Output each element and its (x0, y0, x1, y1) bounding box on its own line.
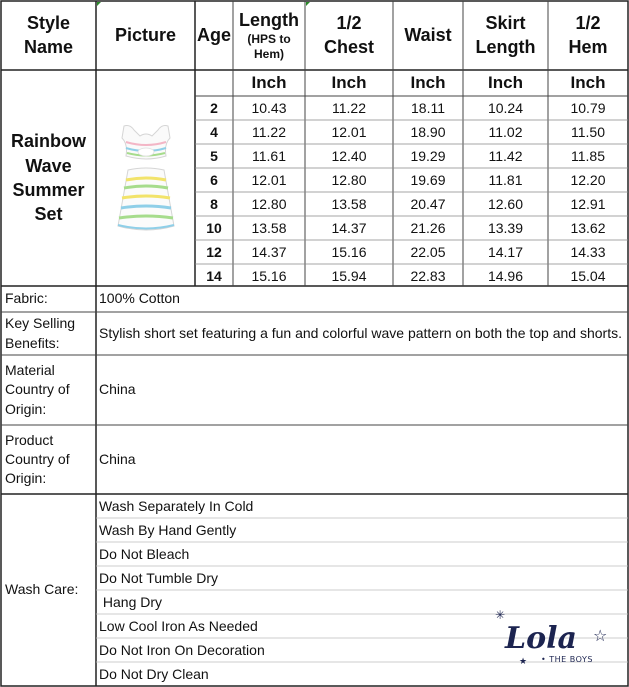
header-chest: 1/2 Chest (323, 13, 374, 57)
header-hem: 1/2 Hem (568, 13, 608, 57)
wash-care-item: Do Not Dry Clean (99, 666, 209, 682)
wash-care-item: Wash By Hand Gently (99, 522, 237, 538)
material-origin-value: China (99, 381, 136, 398)
wash-care-item: Hang Dry (99, 594, 163, 610)
size-cell-skirt: 11.02 (488, 124, 523, 140)
size-cell-hem: 12.20 (570, 172, 606, 188)
header-length (233, 1, 305, 70)
size-cell-hem: 14.33 (570, 244, 606, 260)
size-cell-skirt: 14.17 (487, 244, 524, 260)
size-cell-chest: 12.01 (331, 124, 367, 140)
wash-care-label: Wash Care: (5, 581, 79, 598)
size-cell-skirt: 11.42 (488, 148, 523, 164)
size-cell-waist: 19.29 (410, 148, 446, 164)
size-cell-hem: 11.50 (571, 124, 605, 140)
material-origin-label: Material Country of Origin: (5, 362, 70, 417)
wash-care-item: Low Cool Iron As Needed (99, 618, 258, 634)
size-cell-length: 13.58 (251, 220, 287, 236)
size-cell-chest: 15.16 (331, 244, 367, 260)
product-origin-label: Product Country of Origin: (5, 431, 70, 487)
header-length-sub: (HPS to Hem) (247, 32, 291, 62)
logo-tagline: • THE BOYS (541, 655, 593, 664)
size-cell-length: 12.80 (251, 196, 287, 212)
header-waist: Waist (404, 24, 452, 45)
style-name: Rainbow Wave Summer Set (11, 131, 86, 225)
lola-logo (495, 610, 613, 670)
size-cell-hem: 13.62 (570, 220, 606, 236)
unit-skirt: Inch (488, 73, 523, 92)
size-cell-skirt: 13.39 (487, 220, 524, 236)
wash-care-item: Do Not Iron On Decoration (99, 642, 265, 658)
size-cell-waist: 22.83 (410, 268, 446, 284)
header-length-title: Length (239, 9, 299, 30)
size-cell-length: 11.22 (252, 124, 286, 140)
size-cell-chest: 12.80 (331, 172, 367, 188)
size-cell-skirt: 10.24 (487, 100, 524, 116)
logo-name: Lola (505, 621, 577, 656)
fabric-label: Fabric: (5, 290, 48, 307)
size-cell-chest: 13.58 (331, 196, 367, 212)
product-picture (96, 70, 195, 286)
unit-hem: Inch (570, 73, 606, 92)
size-cell-hem: 12.91 (570, 196, 606, 212)
size-cell-skirt: 14.96 (487, 268, 524, 284)
header-picture: Picture (114, 24, 177, 45)
size-cell-chest: 15.94 (331, 268, 367, 284)
size-cell-length: 11.61 (252, 148, 286, 164)
lola-logo-mark (495, 610, 613, 670)
size-cell-age: 12 (206, 244, 222, 260)
rainbow-set-illustration (110, 122, 182, 234)
size-cell-length: 15.16 (251, 268, 287, 284)
header-age: Age (196, 24, 231, 45)
svg-text:★: ★ (519, 657, 528, 667)
size-cell-chest: 14.37 (331, 220, 367, 236)
svg-text:✳: ✳ (495, 610, 506, 622)
size-cell-skirt: 12.60 (487, 196, 524, 212)
wash-care-item: Wash Separately In Cold (99, 498, 254, 514)
ksb-label: Key Selling Benefits: (5, 315, 76, 351)
size-cell-age: 4 (210, 124, 218, 140)
fabric-value: 100% Cotton (99, 290, 180, 307)
wash-care-item: Do Not Tumble Dry (99, 570, 219, 586)
wash-care-item: Do Not Bleach (99, 546, 190, 562)
header-skirt-length: Skirt Length (475, 13, 536, 57)
size-cell-waist: 19.69 (410, 172, 446, 188)
size-cell-age: 8 (210, 196, 218, 212)
size-cell-length: 10.43 (251, 100, 287, 116)
size-cell-length: 12.01 (251, 172, 287, 188)
size-cell-waist: 21.26 (410, 220, 446, 236)
size-cell-chest: 12.40 (331, 148, 367, 164)
size-cell-waist: 20.47 (410, 196, 446, 212)
size-cell-waist: 22.05 (410, 244, 446, 260)
svg-text:☆: ☆ (593, 626, 608, 645)
unit-chest: Inch (331, 73, 367, 92)
size-cell-length: 14.37 (251, 244, 287, 260)
size-cell-hem: 15.04 (570, 268, 606, 284)
size-cell-age: 2 (210, 100, 218, 116)
ksb-value: Stylish short set featuring a fun and colorful wave pattern on both the top and shorts. (99, 324, 622, 341)
unit-length: Inch (251, 73, 287, 92)
unit-waist: Inch (410, 73, 446, 92)
header-style-name: Style Name (23, 13, 74, 57)
size-cell-waist: 18.90 (410, 124, 446, 140)
size-cell-age: 10 (206, 220, 222, 236)
size-cell-age: 5 (210, 148, 218, 164)
size-cell-hem: 10.79 (570, 100, 606, 116)
product-origin-value: China (99, 450, 136, 467)
size-cell-hem: 11.85 (571, 148, 605, 164)
size-cell-chest: 11.22 (332, 100, 366, 116)
size-cell-waist: 18.11 (411, 100, 445, 116)
size-cell-age: 6 (210, 172, 218, 188)
size-cell-skirt: 11.81 (488, 172, 523, 188)
size-cell-age: 14 (206, 268, 222, 284)
